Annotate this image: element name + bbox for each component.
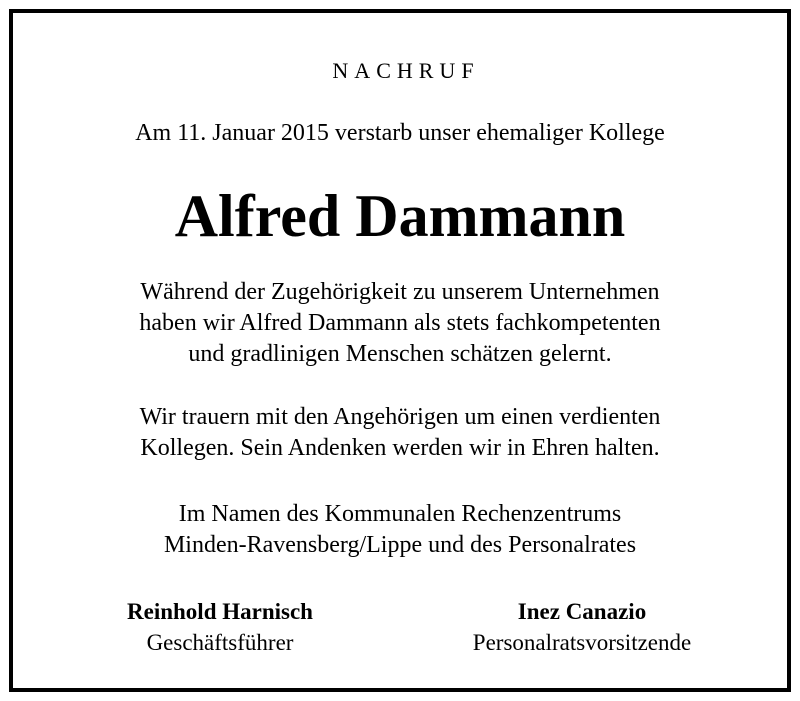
paragraph-line: haben wir Alfred Dammann als stets fachkompetenten [139, 310, 661, 336]
paragraph-on-behalf [0, 499, 800, 561]
paragraph-appreciation [0, 277, 800, 370]
signature-right [432, 596, 732, 658]
paragraph-line: und gradlinigen Menschen schätzen gelernt. [188, 341, 612, 367]
signatory-title: Geschäftsführer [146, 630, 294, 655]
signatory-name: Reinhold Harnisch [127, 599, 313, 624]
intro-line: Am 11. Januar 2015 verstarb unser ehemaliger Kollege [135, 120, 665, 146]
paragraph-line: Kollegen. Sein Andenken werden wir in Ehren halten. [140, 435, 660, 461]
signature-left [70, 596, 370, 658]
paragraph-line: Minden-Ravensberg/Lippe und des Personalrates [163, 532, 637, 558]
signatory-name: Inez Canazio [517, 599, 647, 624]
signatory-title: Personalratsvorsitzende [472, 630, 692, 655]
paragraph-line: Wir trauern mit den Angehörigen um einen verdienten [139, 404, 661, 430]
paragraph-mourning [0, 402, 800, 464]
paragraph-line: Im Namen des Kommunalen Rechenzentrums [178, 501, 622, 527]
deceased-name: Alfred Dammann [174, 183, 626, 249]
notice-heading: NACHRUF [332, 58, 480, 83]
paragraph-line: Während der Zugehörigkeit zu unserem Unternehmen [140, 279, 660, 305]
